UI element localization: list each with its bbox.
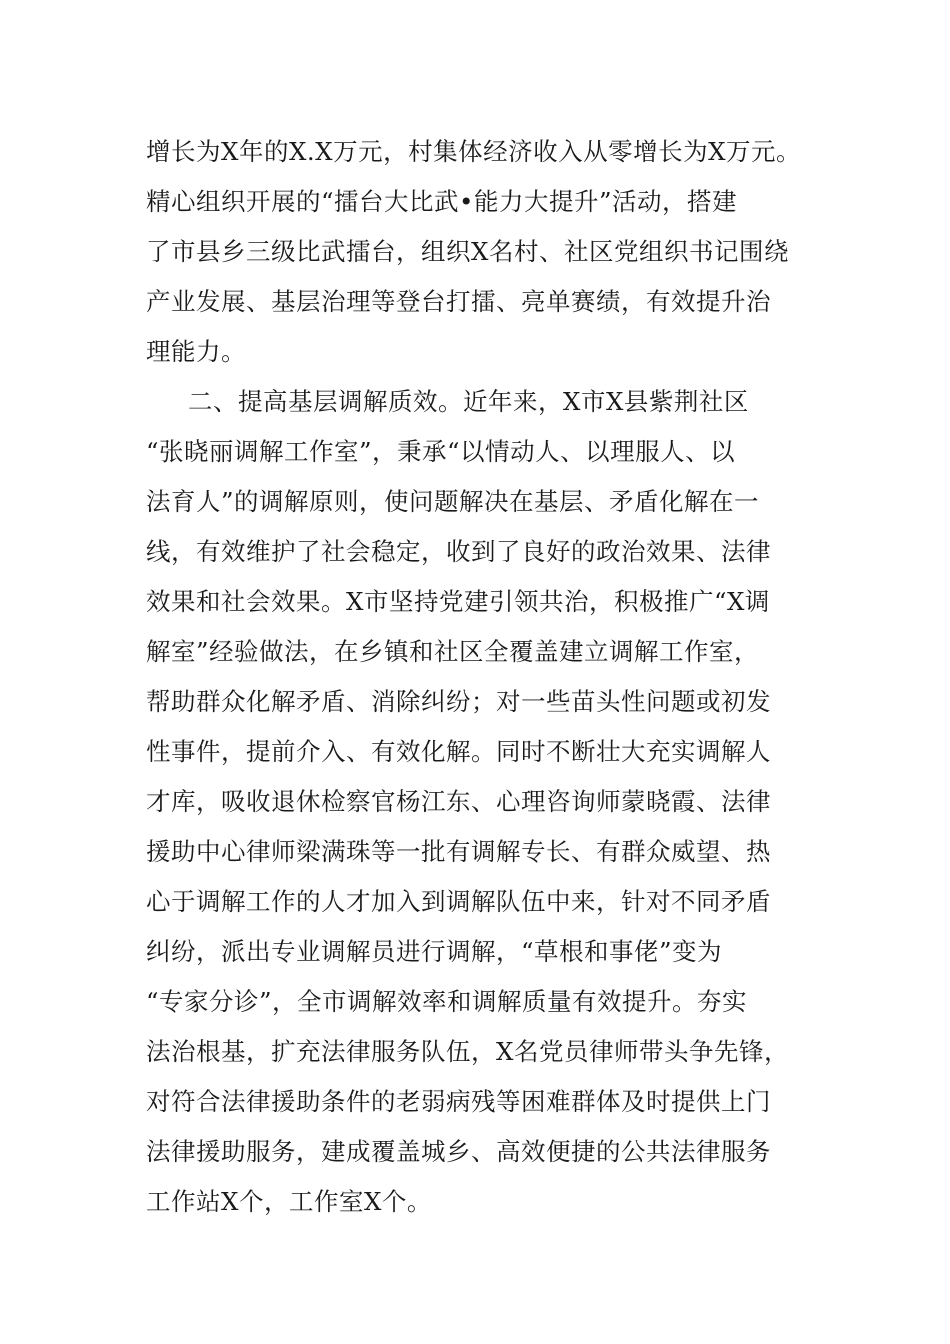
text-line-16: 心于调解工作的人才加入到调解队伍中来，针对不同矛盾 (146, 887, 771, 916)
text-line-2: 精心组织开展的“擂台大比武•能力大提升”活动，搭建 (146, 187, 737, 216)
text-line-20: 对符合法律援助条件的老弱病残等困难群体及时提供上门 (146, 1087, 771, 1116)
text-line-13: 性事件，提前介入、有效化解。同时不断壮大充实调解人 (146, 737, 771, 766)
text-line-15: 援助中心律师梁满珠等一批有调解专长、有群众威望、热 (146, 837, 771, 866)
text-line-4: 产业发展、基层治理等登台打擂、亮单赛绩，有效提升治 (146, 287, 771, 316)
text-line-21: 法律援助服务，建成覆盖城乡、高效便捷的公共法律服务 (146, 1137, 771, 1166)
text-line-1: 增长为X年的X.X万元，村集体经济收入从零增长为X万元。 (146, 137, 802, 166)
text-line-5: 理能力。 (146, 337, 246, 366)
text-line-11: 解室”经验做法，在乡镇和社区全覆盖建立调解工作室， (146, 637, 760, 666)
text-line-22: 工作站X个，工作室X个。 (146, 1187, 432, 1216)
text-line-17: 纠纷，派出专业调解员进行调解，“草根和事佬”变为 (146, 937, 723, 966)
text-line-10: 效果和社会效果。X市坚持党建引领共治，积极推广“X调 (146, 587, 770, 616)
text-line-18: “专家分诊”，全市调解效率和调解质量有效提升。夯实 (146, 987, 748, 1016)
text-line-3: 了市县乡三级比武擂台，组织X名村、社区党组织书记围绕 (146, 237, 789, 266)
text-line-14: 才库，吸收退休检察官杨江东、心理咨询师蒙晓霞、法律 (146, 787, 771, 816)
text-line-12: 帮助群众化解矛盾、消除纠纷；对一些苗头性问题或初发 (146, 687, 771, 716)
text-line-7: “张晓丽调解工作室”，秉承“以情动人、以理服人、以 (146, 437, 736, 466)
text-line-8: 法育人”的调解原则，使问题解决在基层、矛盾化解在一 (146, 487, 760, 516)
text-line-19: 法治根基，扩充法律服务队伍，X名党员律师带头争先锋， (146, 1037, 789, 1066)
text-line-9: 线，有效维护了社会稳定，收到了良好的政治效果、法律 (146, 537, 771, 566)
section-heading-line: 二、提高基层调解质效。近年来，X市X县紫荆社区 (188, 387, 749, 416)
